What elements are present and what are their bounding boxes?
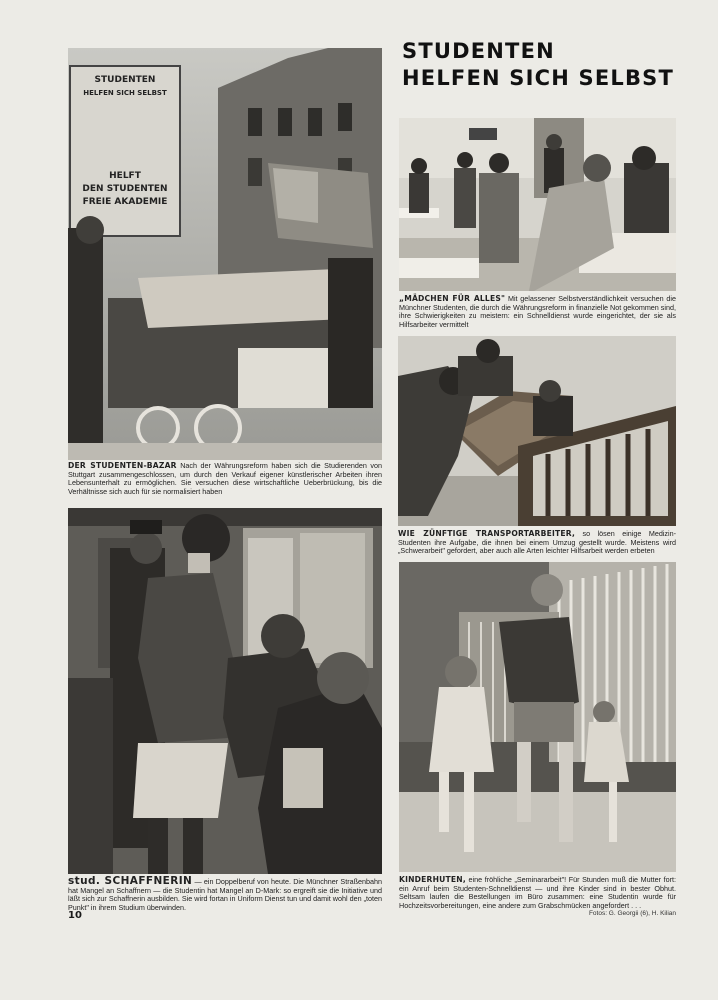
sign-line: HELFEN SICH SELBST (83, 89, 167, 97)
photo-schaffnerin (68, 508, 382, 874)
bazar-sign (72, 74, 178, 209)
photo-credit: Fotos: G. Georgii (6), H. Kilian (588, 910, 676, 917)
caption-text: Nach der Währungsreform haben sich die Studierenden von Stuttgart zusammengeschlossen, um durch den Verkauf eigener künstlerischer Arbeiten ihren Lebensunterhalt zu ermöglichen. Sie versuchen diese wirtschaftliche Ueberbrückung, bis die Verhältnisse sich auch für sie normalisiert haben (68, 461, 382, 496)
photo-kinderhuten (399, 562, 676, 872)
caption-transportarbeiter (398, 530, 676, 556)
sign-line: STUDENTEN (94, 75, 156, 85)
sign-line: FREIE AKADEMIE (82, 197, 168, 207)
caption-lead: KINDERHUTEN, (399, 875, 466, 884)
caption-text: eine fröhliche „Seminararbeit"! Für Stunden muß die Mutter fort: ein Anruf beim Studenten-Schnelldienst — und ihre Kinder sind in bester Obhut. Seltsam laufen die Bestellungen im Büro zusammen: eine Studentin wurde für Hochzeitsvorbereitungen, eine andere zum Grabschmücken angefordert . . . (399, 875, 676, 910)
page-number: 10 (68, 910, 82, 921)
caption-maedchen-fuer-alles (399, 295, 676, 329)
caption-schaffnerin (68, 877, 382, 912)
caption-text: — ein Doppelberuf von heute. Die Münchner Straßenbahn hat Mangel an Schaffnern — die Studentin hat Mangel an D-Mark: so ergreift sie die Initiative und läßt sich zur Schaffnerin ausbilden. Sie wird fortan in Uniform Dienst tun und damit wohl den „toten Punkt" in ihrem Studium überwinden. (68, 877, 382, 912)
caption-lead: WIE ZÜNFTIGE TRANSPORTARBEITER, (398, 529, 576, 538)
caption-text: Mit gelassener Selbstverständlichkeit versuchen die Münchner Studenten, die durch die Währungsreform in finanzielle Not gekommen sind, ihre Schwierigkeiten zu meistern: ein Schnelldienst wurde eingerichtet, der sie als Hilfsarbeiter vermittelt (399, 294, 677, 329)
caption-text: so lösen einige Medizin-Studenten ihre Aufgabe, die ihnen bei einem Umzug gestellt wurde. Meistens wird „Schwerarbeit" gefordert, aber auch alle Arten leichter Hilfsarbeit werden erbeten (398, 529, 676, 556)
caption-kinderhuten (399, 876, 676, 910)
photo-transportarbeiter (398, 336, 676, 526)
sign-line: DEN STUDENTEN (82, 184, 168, 194)
photo-studenten-bazar (68, 48, 382, 460)
caption-lead: „MÄDCHEN FÜR ALLES" (399, 294, 506, 303)
caption-lead: DER STUDENTEN-BAZAR (68, 461, 177, 470)
headline-line-2: HELFEN SICH SELBST (402, 66, 675, 90)
caption-studenten-bazar (68, 462, 382, 496)
sign-line: HELFT (109, 171, 141, 181)
headline-line-1: STUDENTEN (402, 39, 555, 63)
caption-lead: stud. SCHAFFNERIN (68, 875, 193, 887)
photo-maedchen-fuer-alles (399, 118, 676, 291)
page-headline (402, 38, 692, 92)
